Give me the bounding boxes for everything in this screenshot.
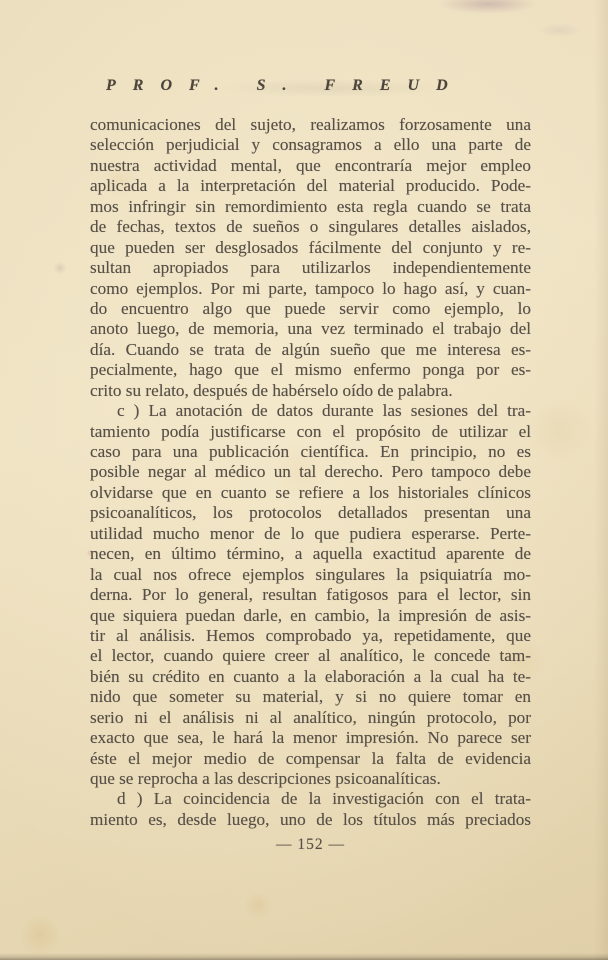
text-line: necen, en último término, a aquella exactitud aparente de	[90, 544, 531, 564]
text-line: tir al análisis. Hemos comprobado ya, repetidamente, que	[90, 625, 531, 645]
text-line: anoto luego, de memoria, una vez terminado el trabajo del	[90, 319, 531, 339]
text-line: exacto que sea, le hará la menor impresión. No parece ser	[90, 728, 531, 748]
text-line: serio ni el análisis ni al analítico, ningún protocolo, por	[90, 707, 531, 727]
text-line: caso para una publicación científica. En principio, no es	[90, 442, 531, 461]
text-line: bién su crédito en cuanto a la elaboración a la cual ha te-	[90, 666, 531, 686]
text-line: mos infringir sin remordimiento esta regla cuando se trata	[90, 196, 531, 216]
text-line: éste el mejor medio de compensar la falta de evidencia	[90, 748, 531, 768]
text-line: nido que someter su material, y si no quiere tomar en	[90, 687, 531, 707]
text-line: do encuentro algo que puede servir como ejemplo, lo	[90, 298, 531, 318]
page-number: — 152 —	[276, 836, 345, 853]
text-line: aplicada a la interpretación del material producido. Pode-	[90, 176, 531, 196]
text-line: de fechas, textos de sueños o singulares detalles aislados,	[90, 217, 531, 237]
text-block	[90, 115, 531, 830]
text-line: derna. Por lo general, resultan fatigosos para el lector, sin	[90, 585, 531, 605]
text-line: comunicaciones del sujeto, realizamos forzosamente una	[90, 115, 531, 134]
text-line: que se reprocha a las descripciones psicoanalíticas.	[90, 769, 441, 788]
text-line: el lector, cuando quiere creer al analítico, le concede tam-	[90, 646, 531, 666]
text-line: utilidad mucho menor de lo que pudiera esperarse. Perte-	[90, 523, 531, 543]
text-line: la cual nos ofrece ejemplos singulares la psiquiatría mo-	[90, 564, 531, 584]
text-line: que pueden ser desglosados fácilmente del conjunto y re-	[90, 237, 531, 257]
text-line: pecialmente, hago que el mismo enfermo ponga por es-	[90, 360, 531, 380]
text-line: que siquiera puedan darle, en cambio, la impresión de asis-	[90, 605, 531, 625]
text-line: tamiento podía justificarse con el propósito de utilizar el	[90, 421, 531, 441]
text-line: olvidarse que en cuanto se refiere a los historiales clínicos	[90, 482, 531, 502]
text-line: día. Cuando se trata de algún sueño que me interesa es-	[90, 339, 531, 359]
text-line: sultan apropiados para utilizarlos independientemente	[90, 258, 531, 278]
running-header: PROF. S. FREUD	[106, 77, 465, 94]
text-line: crito su relato, después de habérselo oído de palabra.	[90, 380, 453, 400]
text-line: c ) La anotación de datos durante las sesiones del tra-	[117, 401, 531, 421]
text-line: psicoanalíticos, los protocolos detallados presentan una	[90, 503, 531, 523]
text-line: selección perjudicial y consagramos a ello una parte de	[90, 135, 531, 155]
text-line: d ) La coincidencia de la investigación con el trata-	[117, 789, 531, 809]
text-line: nuestra actividad mental, que encontraría mejor empleo	[90, 155, 531, 175]
text-line: posible negar al médico un tal derecho. Pero tampoco debe	[90, 462, 531, 482]
text-line: miento es, desde luego, uno de los títulos más preciados	[90, 809, 531, 829]
text-line: como ejemplos. Por mi parte, tampoco lo hago así, y cuan-	[90, 278, 531, 298]
